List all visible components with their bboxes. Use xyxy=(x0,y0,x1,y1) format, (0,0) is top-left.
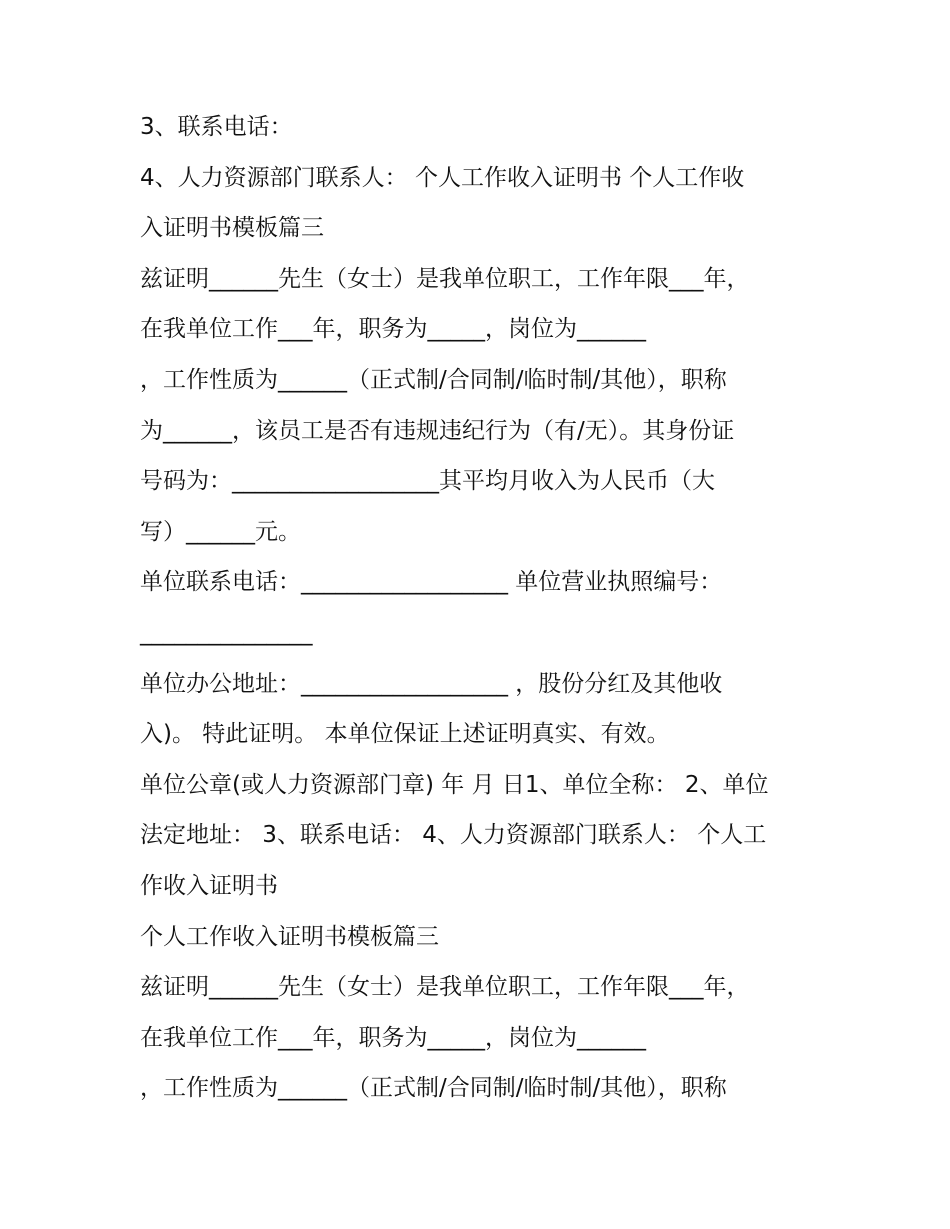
text-line: 单位办公地址：__________________ ，股份分红及其他收 xyxy=(140,670,723,697)
text-line: 在我单位工作___年，职务为_____，岗位为______ xyxy=(140,1024,646,1051)
text-line: 作收入证明书 xyxy=(140,872,278,899)
text-line: 3、联系电话： xyxy=(140,114,293,140)
text-line: 个人工作收入证明书模板篇三 xyxy=(140,923,439,950)
text-line: 为______，该员工是否有违规违纪行为（有/无）。其身份证 xyxy=(140,417,735,444)
text-line: 兹证明______先生（女士）是我单位职工，工作年限___年， xyxy=(140,265,750,292)
text-line: ，工作性质为______（正式制/合同制/临时制/其他），职称 xyxy=(140,366,727,393)
text-line: 单位联系电话：__________________ 单位营业执照编号： xyxy=(140,569,723,596)
text-line: _______________ xyxy=(140,619,313,646)
text-line: 在我单位工作___年，职务为_____，岗位为______ xyxy=(140,316,646,343)
text-line: 入证明书模板篇三 xyxy=(140,215,324,242)
document-page xyxy=(140,102,830,1114)
text-line: ，工作性质为______（正式制/合同制/临时制/其他），职称 xyxy=(140,1075,727,1102)
text-line: 4、人力资源部门联系人： 个人工作收入证明书 个人工作收 xyxy=(140,164,745,191)
text-line: 入)。 特此证明。 本单位保证上述证明真实、有效。 xyxy=(140,721,670,748)
text-line: 法定地址： 3、联系电话： 4、人力资源部门联系人： 个人工 xyxy=(140,822,767,849)
text-line: 兹证明______先生（女士）是我单位职工，工作年限___年， xyxy=(140,974,750,1001)
text-line: 写）______元。 xyxy=(140,518,301,545)
text-line: 单位公章(或人力资源部门章) 年 月 日1、单位全称： 2、单位 xyxy=(140,771,769,798)
text-line: 号码为：__________________其平均月收入为人民币（大 xyxy=(140,468,715,495)
